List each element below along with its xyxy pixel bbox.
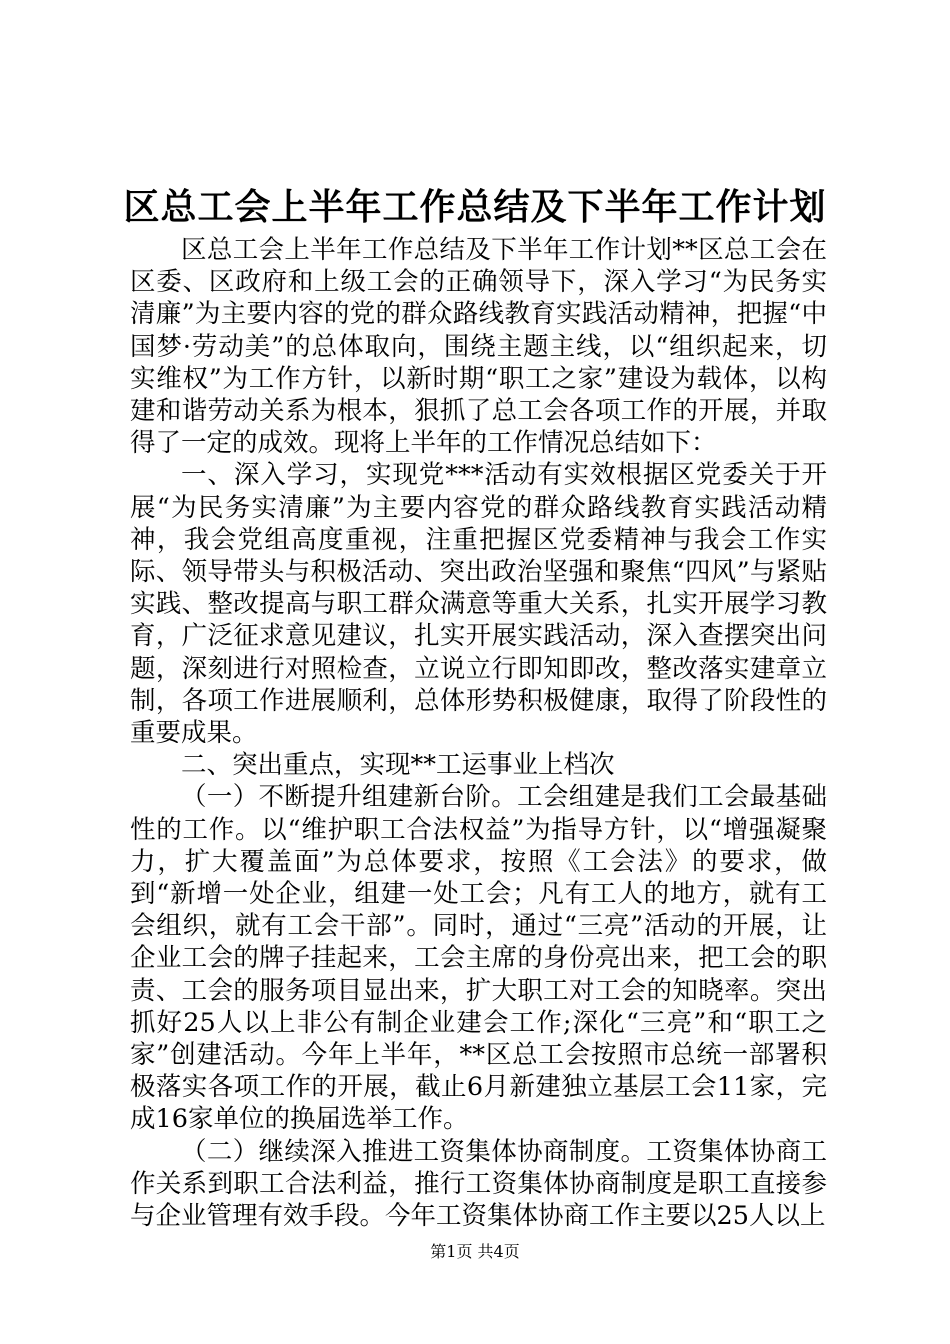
paragraph-subsection-2: （二）继续深入推进工资集体协商制度。工资集体协商工作关系到职工合法利益，推行工资集体协商制度是职工直接参与企业管理有效手段。今年工资集体协商工作主要以25人以上 bbox=[130, 1136, 827, 1232]
document-title: 区总工会上半年工作总结及下半年工作计划 bbox=[123, 186, 827, 228]
page-footer: 第1页 共4页 bbox=[430, 1242, 520, 1261]
paragraph-section-2-heading: 二、突出重点，实现**工运事业上档次 bbox=[181, 750, 615, 781]
paragraph-subsection-1: （一）不断提升组建新台阶。工会组建是我们工会最基础性的工作。以“维护职工合法权益”为指导方针，以“增强凝聚力，扩大覆盖面”为总体要求，按照《工会法》的要求，做到“新增一处企业，组建一处工会；凡有工人的地方，就有工会组织，就有工会干部”。同时，通过“三亮”活动的开展，让企业工会的牌子挂起来，工会主席的身份亮出来，把工会的职责、工会的服务项目显出来，扩大职工对工会的知晓率。突出抓好25人以上非公有制企业建会工作;深化“三亮”和“职工之家”创建活动。今年上半年，**区总工会按照市总统一部署积极落实各项工作的开展，截止6月新建独立基层工会11家，完成16家单位的换届选举工作。 bbox=[130, 782, 827, 1135]
paragraph-section-1: 一、深入学习，实现党***活动有实效根据区党委关于开展“为民务实清廉”为主要内容党的群众路线教育实践活动精神，我会党组高度重视，注重把握区党委精神与我会工作实际、领导带头与积极活动、突出政治坚强和聚焦“四风”与紧贴实践、整改提高与职工群众满意等重大关系，扎实开展学习教育，广泛征求意见建议，扎实开展实践活动，深入查摆突出问题，深刻进行对照检查，立说立行即知即改，整改落实建章立制，各项工作进展顺利，总体形势积极健康，取得了阶段性的重要成果。 bbox=[130, 460, 827, 749]
document-body bbox=[130, 234, 827, 1232]
paragraph-intro: 区总工会上半年工作总结及下半年工作计划**区总工会在区委、区政府和上级工会的正确领导下，深入学习“为民务实清廉”为主要内容的党的群众路线教育实践活动精神，把握“中国梦·劳动美”的总体取向，围绕主题主线，以“组织起来，切实维权”为工作方针，以新时期“职工之家”建设为载体，以构建和谐劳动关系为根本，狠抓了总工会各项工作的开展，并取得了一定的成效。现将上半年的工作情况总结如下： bbox=[130, 235, 827, 459]
